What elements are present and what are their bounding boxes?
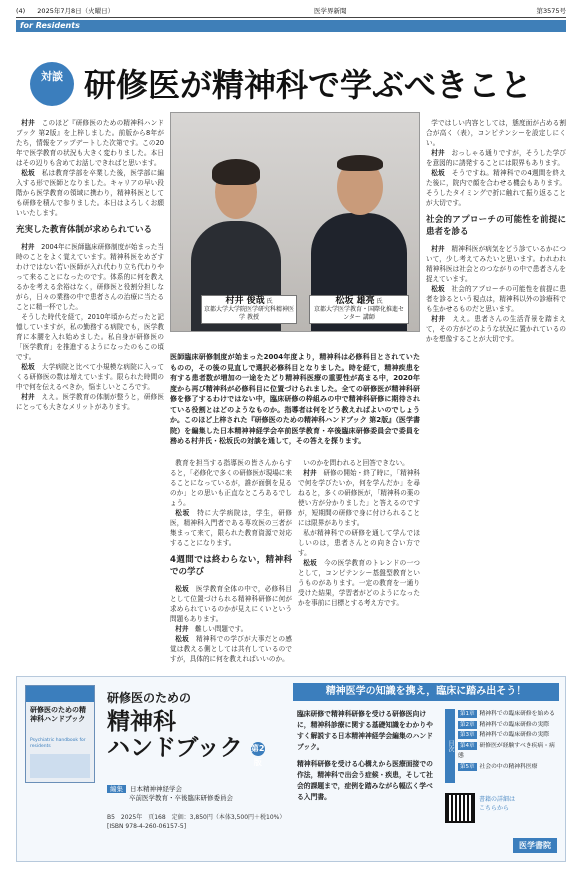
paragraph: そうした時代を経て，2010年頃からだったと記憶していますが，私の勤務する病院でも，医学教育に本腰を入れ始めました。私自身が研修医の「医学教育」を推進するようになったのもこの頃です。 [16,313,164,361]
speaker: 松坂 [175,585,190,593]
toc-item [458,720,559,731]
qr-text-2: こちらから [479,805,510,812]
cover-title: 研修医のための精神科ハンドブック [30,706,86,723]
section-band: for Residents [16,20,566,32]
speaker: 松坂 [21,169,35,177]
paragraph: 医学教育全体の中で，必修科目として位置づけられる精神科研修に何が求められているのかが見えにくいという問題もあります。 [170,585,292,623]
paragraph: 教育を担当する指導医の皆さんからすると，「必修化で多くの研修医が現場に来ることになっているが，誰が面倒を見るのか」との思いも正直なところあるでしょう。 [170,459,292,507]
speaker: 村井 [303,469,317,477]
paragraph: 2004年に医師臨床研修制度が始まった当時のことをよく覚えています。精神科医をめざすわけではない若い医師が入れ代わり立ち代わりやって来ることになったのです。体系的に何を教えるかを考える余裕はなく，研修医と役割分担しながら，日々の業務の中で患者さんの治療に当たることに精一杯でした。 [16,243,164,311]
section-heading: 充実した教育体制が求められている [16,225,153,235]
speaker: 村井 [21,393,35,401]
interview-photo [170,112,420,332]
toc-item [458,730,559,741]
speaker: 村井 [431,315,446,323]
header-left [16,6,124,17]
taidan-badge: 対談 [30,62,74,106]
speaker: 松坂 [431,285,445,293]
left-caption [201,295,297,324]
toc-chapter-title: 研修医が経験すべき疾病・病態 [458,742,555,760]
right-person-hair [337,155,383,171]
toc-chapter-title: 精神科での臨床研修の実際 [479,732,550,739]
qr-text[interactable] [479,795,515,813]
toc-chapter-number: 第2章 [460,721,475,728]
paragraph: 私が精神科での研修を通して学んでほしいのは，患者さんとの向き合い方です。 [298,529,420,557]
qr-text-1: 書籍の詳細は [479,796,516,803]
book-advertisement [16,676,566,862]
paragraph: 今の医学教育のトレンドの一つとして，コンピテンシー基盤型教育というものがあります。一定の教育を一通り受けた結果，学習者がどのようになったかを事前に目標とする考え方です。 [298,559,420,607]
series-title: 研修医のための [107,691,192,705]
toc-chapter-title: 精神科での臨床研修の実際 [479,721,550,728]
speaker: 松坂 [175,509,190,517]
speaker: 村井 [21,119,35,127]
cover-subtitle: Psychiatric handbook for residents [30,738,86,749]
speaker: 村井 [431,245,445,253]
paragraph: 学ではしい内容としては，態度面が占める割合が高く（表），コンピテンシーを設定しにくい。 [426,119,566,147]
paragraph: 特に大学病院は，学生，研修医，精神科入門者である専攻医の三者が集まって来て，限られた教育資源で対応することになります。 [170,509,292,547]
page-header [16,6,566,18]
paragraph: いのかを問われると回答できない。 [303,459,409,467]
paragraph: そうですね。精神科での4週間を終えた後に，院内で顔を合わせる機会もあります。そうしたタイミングで折に触れて振り返ることが大切です。 [426,169,566,207]
toc-chapter-number: 第5章 [460,763,475,770]
right-caption [309,295,409,324]
cover-graphic [30,754,90,778]
article-title: 研修医が精神科で学ぶべきこと [84,66,533,104]
paragraph: 社会的アプローチの可能性を前提に患者を診るという視点は，精神科以外の診療科でも生かせるものだと思います。 [426,285,566,313]
promo-description [297,709,439,803]
edit-tag: 編集 [107,785,126,793]
right-name: 松坂 雄亮 [335,296,375,306]
editor-1: 日本精神神経学会 [130,785,182,793]
promo-banner: 精神医学の知識を携え，臨床に踏み出そう！ [293,683,559,701]
paragraph: 研修の開始・終了時に，「精神科で何を学びたいか，何を学んだか」を尋ねると，多くの研修医が，「精神科の薬の使い方が分かりました」と答えるのですが，短期間の研修で身に付けられることには限界があります。 [298,469,420,527]
paragraph: ええ。患者さんの生活背景を踏まえて，その方がどのような状況に置かれているのかを想像することが大切です。 [426,315,566,343]
toc-item [458,762,559,773]
book-main-title [107,709,265,767]
section-heading: 社会的アプローチの可能性を前提に患者を診る [426,215,566,237]
paragraph: 精神科医が病気をどう診ているかについて，少し考えてみたいと思います。われわれ精神科医は社会とのつながりの中で患者さんを捉えています。 [426,245,566,283]
main-title-line2: ハンドブック [107,735,243,761]
paragraph: ええ。医学教育の体制が整うと，研修医にとっても大きなメリットがあります。 [16,393,164,411]
right-affiliation: 京都大学医学教育・国際化推進センター 講師 [313,306,404,321]
book-cover[interactable] [25,685,95,783]
paragraph: 私は教育学部を卒業した後，医学部に編入する形で医師となりました。キャリアの早い段階から医学教育の領域に携わり，精神科医としても研修を積んで参りました。本日はよろしくお願いいたします。 [16,169,164,217]
speaker: 松坂 [303,559,318,567]
paragraph: おっしゃる通りですが，そうした学びを意図的に誘発することには限界もあります。 [426,149,566,167]
book-price: B5 2025年 頁168 定価：3,850円（本体3,500円＋税10%） [107,814,286,821]
column-2 [170,458,292,670]
cover-band [26,686,94,702]
speaker: 松坂 [21,363,35,371]
left-name: 村井 俊哉 [225,296,265,306]
column-1 [16,118,164,668]
toc-item [458,709,559,720]
publisher-logo: 医学書院 [513,838,557,853]
speaker: 村井 [431,149,445,157]
paragraph: 精神科での学びが大事だとの感覚は教える側としては共有しているのですが，具体的に何を教えればいいのか。 [170,635,292,663]
speaker: 村井 [175,625,189,633]
page-number: (4) [16,7,26,15]
issue-number: 第3575号 [536,7,566,15]
toc-list [458,709,559,773]
edition-badge: 第2版 [250,743,265,767]
toc-chapter-number: 第4章 [460,742,475,749]
issue-date: 2025年7月8日（火曜日） [37,7,115,15]
speaker: 松坂 [175,635,190,643]
editors [107,785,233,803]
column-4 [426,118,566,670]
main-title-line1: 精神科 [107,709,176,735]
speaker: 松坂 [431,169,446,177]
toc-item [458,741,559,762]
description-1: 臨床研修で精神科研修を受ける研修医向けに，精神科診療に関する基礎知識をわかりやすく解説する日本精神神経学会編集のハンドブック。 [297,710,433,751]
qr-code[interactable] [445,793,475,823]
paragraph: 難しい問題です。 [195,625,248,633]
paragraph: このほど『研修医のための精神科ハンドブック 第2版』を上梓しました。前版から8年がたち，情報をアップデートした次第です。この20年で医学教育の状況も大きく変わりました。本日はその辺りも含めてお話しできればと思います。 [16,119,164,167]
lead-paragraph: 医師臨床研修制度が始まった2004年度より，精神科は必修科目とされていたものの，その後の見直しで選択必修科目となりました。時を経て，精神疾患を有する患者数が増加の一途をたどり精神科医療の重要性が高まる中，2020年度から再び精神科が必修科目に位置づけられました。全ての研修医が精神科研修を修了するわけではない中，臨床研修の枠組みの中で精神科研修に期待されている役割とはどのようなものか。指導者は何をどう教えればよいのでしょうか。このほど上梓された『研修医のための精神科ハンドブック 第2版』（医学書院）を編集した日本精神神経学会卒前医学教育・卒後臨床研修委員会で委員を務める村井氏・松坂氏の対談を通して，その答えを探ります。 [170,353,420,445]
editor-2: 卒前医学教育・卒後臨床研修委員会 [129,794,233,802]
column-3 [298,458,420,670]
section-heading: 4週間では終わらない，精神科での学び [170,555,292,577]
table-of-contents [445,709,559,773]
left-affiliation: 京都大学大学院医学研究科精神医学 教授 [204,306,295,321]
paper-name: 医学界新聞 [314,7,347,15]
book-meta [107,813,285,831]
book-isbn: [ISBN 978-4-260-06157-5] [107,823,187,830]
toc-label: 目次 [445,709,455,783]
speaker: 村井 [21,243,35,251]
toc-chapter-number: 第3章 [460,732,475,739]
left-person-hair [212,159,260,185]
toc-chapter-title: 社会の中の精神科医療 [479,763,538,770]
left-honor: 氏 [266,298,273,305]
paragraph: 大学病院と比べて小規模な病院に入ってくる研修医の数は増えています。限られた時間の中で何を伝えるべきか，悩ましいところです。 [16,363,164,391]
description-2: 精神科研修を受ける心構えから医療面接での作法，精神科で出会う症候・疾患，そして社会的課題まで，症例を踏みながら幅広く学べる入門書。 [297,760,433,801]
toc-chapter-number: 第1章 [460,711,475,717]
right-honor: 氏 [376,298,383,305]
toc-chapter-title: 精神科での臨床研修を始める [479,711,555,717]
